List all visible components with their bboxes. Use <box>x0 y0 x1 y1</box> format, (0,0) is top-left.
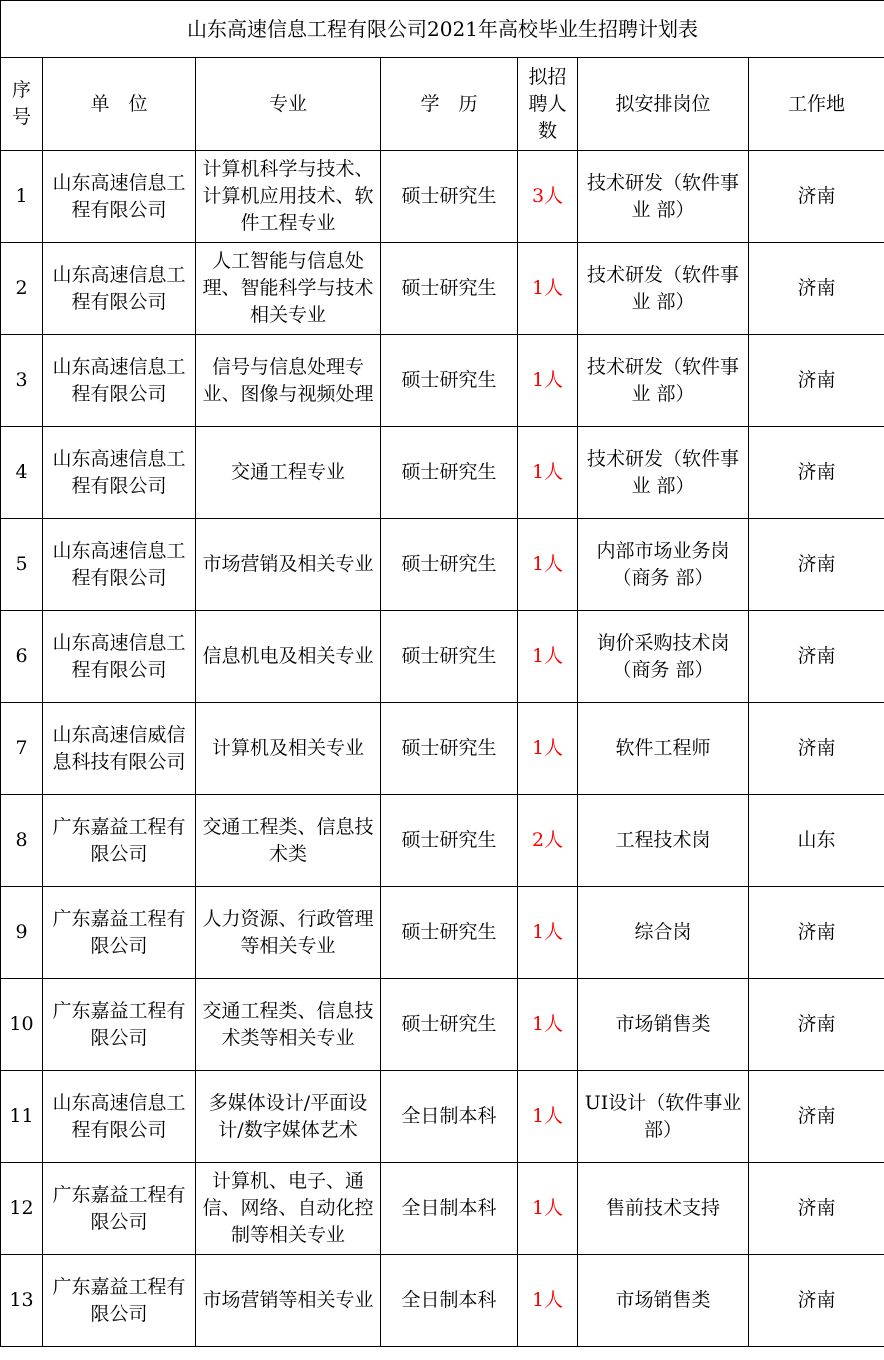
education-cell: 硕士研究生 <box>381 335 518 427</box>
count-cell: 2人 <box>518 795 578 887</box>
location-cell: 济南 <box>749 611 884 703</box>
table-row <box>1 979 884 1071</box>
major-cell: 交通工程类、信息技术类等相关专业 <box>196 979 381 1071</box>
count-cell: 1人 <box>518 1163 578 1255</box>
row-number: 13 <box>1 1255 43 1347</box>
major-cell: 市场营销及相关专业 <box>196 519 381 611</box>
table-row <box>1 795 884 887</box>
count-cell: 1人 <box>518 519 578 611</box>
unit-cell: 广东嘉益工程有限公司 <box>43 887 196 979</box>
location-cell: 济南 <box>749 335 884 427</box>
header-row <box>1 58 884 151</box>
major-cell: 交通工程类、信息技术类 <box>196 795 381 887</box>
location-cell: 济南 <box>749 519 884 611</box>
row-number: 12 <box>1 1163 43 1255</box>
education-cell: 全日制本科 <box>381 1071 518 1163</box>
location-cell: 山东 <box>749 795 884 887</box>
table-row <box>1 1163 884 1255</box>
education-cell: 硕士研究生 <box>381 519 518 611</box>
header-post: 拟安排岗位 <box>578 58 749 151</box>
location-cell: 济南 <box>749 1071 884 1163</box>
education-cell: 硕士研究生 <box>381 611 518 703</box>
post-cell: 市场销售类 <box>578 979 749 1071</box>
location-cell: 济南 <box>749 243 884 335</box>
table-row <box>1 887 884 979</box>
row-number: 1 <box>1 151 43 243</box>
education-cell: 全日制本科 <box>381 1163 518 1255</box>
education-cell: 硕士研究生 <box>381 243 518 335</box>
header-count: 拟招聘人数 <box>518 58 578 151</box>
unit-cell: 山东高速信息工程有限公司 <box>43 335 196 427</box>
count-cell: 1人 <box>518 1255 578 1347</box>
major-cell: 人力资源、行政管理等相关专业 <box>196 887 381 979</box>
post-cell: UI设计（软件事业部） <box>578 1071 749 1163</box>
count-cell: 1人 <box>518 243 578 335</box>
unit-cell: 山东高速信息工程有限公司 <box>43 611 196 703</box>
row-number: 11 <box>1 1071 43 1163</box>
count-cell: 1人 <box>518 427 578 519</box>
table-title: 山东高速信息工程有限公司2021年高校毕业生招聘计划表 <box>1 1 884 58</box>
major-cell: 信号与信息处理专业、图像与视频处理 <box>196 335 381 427</box>
major-cell: 信息机电及相关专业 <box>196 611 381 703</box>
unit-cell: 广东嘉益工程有限公司 <box>43 979 196 1071</box>
table-row <box>1 611 884 703</box>
row-number: 3 <box>1 335 43 427</box>
header-education: 学 历 <box>381 58 518 151</box>
count-cell: 1人 <box>518 335 578 427</box>
location-cell: 济南 <box>749 703 884 795</box>
education-cell: 硕士研究生 <box>381 427 518 519</box>
location-cell: 济南 <box>749 151 884 243</box>
major-cell: 计算机及相关专业 <box>196 703 381 795</box>
header-unit: 单 位 <box>43 58 196 151</box>
count-cell: 1人 <box>518 1071 578 1163</box>
header-no: 序号 <box>1 58 43 151</box>
count-cell: 1人 <box>518 887 578 979</box>
row-number: 7 <box>1 703 43 795</box>
location-cell: 济南 <box>749 887 884 979</box>
count-cell: 1人 <box>518 611 578 703</box>
header-location: 工作地 <box>749 58 884 151</box>
unit-cell: 广东嘉益工程有限公司 <box>43 1163 196 1255</box>
major-cell: 计算机科学与技术、计算机应用技术、软件工程专业 <box>196 151 381 243</box>
row-number: 9 <box>1 887 43 979</box>
unit-cell: 山东高速信息工程有限公司 <box>43 1071 196 1163</box>
row-number: 8 <box>1 795 43 887</box>
count-cell: 1人 <box>518 979 578 1071</box>
row-number: 4 <box>1 427 43 519</box>
post-cell: 询价采购技术岗（商务 部） <box>578 611 749 703</box>
location-cell: 济南 <box>749 1163 884 1255</box>
unit-cell: 山东高速信息工程有限公司 <box>43 243 196 335</box>
table-row <box>1 427 884 519</box>
education-cell: 硕士研究生 <box>381 887 518 979</box>
post-cell: 售前技术支持 <box>578 1163 749 1255</box>
major-cell: 市场营销等相关专业 <box>196 1255 381 1347</box>
table-row <box>1 1071 884 1163</box>
header-major: 专业 <box>196 58 381 151</box>
education-cell: 硕士研究生 <box>381 703 518 795</box>
major-cell: 交通工程专业 <box>196 427 381 519</box>
post-cell: 工程技术岗 <box>578 795 749 887</box>
major-cell: 计算机、电子、通信、网络、自动化控制等相关专业 <box>196 1163 381 1255</box>
unit-cell: 山东高速信威信息科技有限公司 <box>43 703 196 795</box>
row-number: 6 <box>1 611 43 703</box>
row-number: 2 <box>1 243 43 335</box>
education-cell: 硕士研究生 <box>381 795 518 887</box>
major-cell: 人工智能与信息处理、智能科学与技术相关专业 <box>196 243 381 335</box>
location-cell: 济南 <box>749 979 884 1071</box>
post-cell: 技术研发（软件事业 部） <box>578 335 749 427</box>
table-row <box>1 151 884 243</box>
table-row <box>1 243 884 335</box>
post-cell: 市场销售类 <box>578 1255 749 1347</box>
table-row <box>1 703 884 795</box>
post-cell: 技术研发（软件事业 部） <box>578 427 749 519</box>
title-row <box>1 1 884 58</box>
post-cell: 技术研发（软件事业 部） <box>578 151 749 243</box>
unit-cell: 广东嘉益工程有限公司 <box>43 795 196 887</box>
table-row <box>1 335 884 427</box>
unit-cell: 山东高速信息工程有限公司 <box>43 519 196 611</box>
count-cell: 1人 <box>518 703 578 795</box>
location-cell: 济南 <box>749 427 884 519</box>
location-cell: 济南 <box>749 1255 884 1347</box>
unit-cell: 山东高速信息工程有限公司 <box>43 427 196 519</box>
major-cell: 多媒体设计/平面设计/数字媒体艺术 <box>196 1071 381 1163</box>
education-cell: 硕士研究生 <box>381 151 518 243</box>
post-cell: 综合岗 <box>578 887 749 979</box>
unit-cell: 山东高速信息工程有限公司 <box>43 151 196 243</box>
row-number: 5 <box>1 519 43 611</box>
table-row <box>1 1255 884 1347</box>
education-cell: 硕士研究生 <box>381 979 518 1071</box>
education-cell: 全日制本科 <box>381 1255 518 1347</box>
row-number: 10 <box>1 979 43 1071</box>
table-row <box>1 519 884 611</box>
post-cell: 内部市场业务岗（商务 部） <box>578 519 749 611</box>
count-cell: 3人 <box>518 151 578 243</box>
post-cell: 技术研发（软件事业 部） <box>578 243 749 335</box>
unit-cell: 广东嘉益工程有限公司 <box>43 1255 196 1347</box>
post-cell: 软件工程师 <box>578 703 749 795</box>
